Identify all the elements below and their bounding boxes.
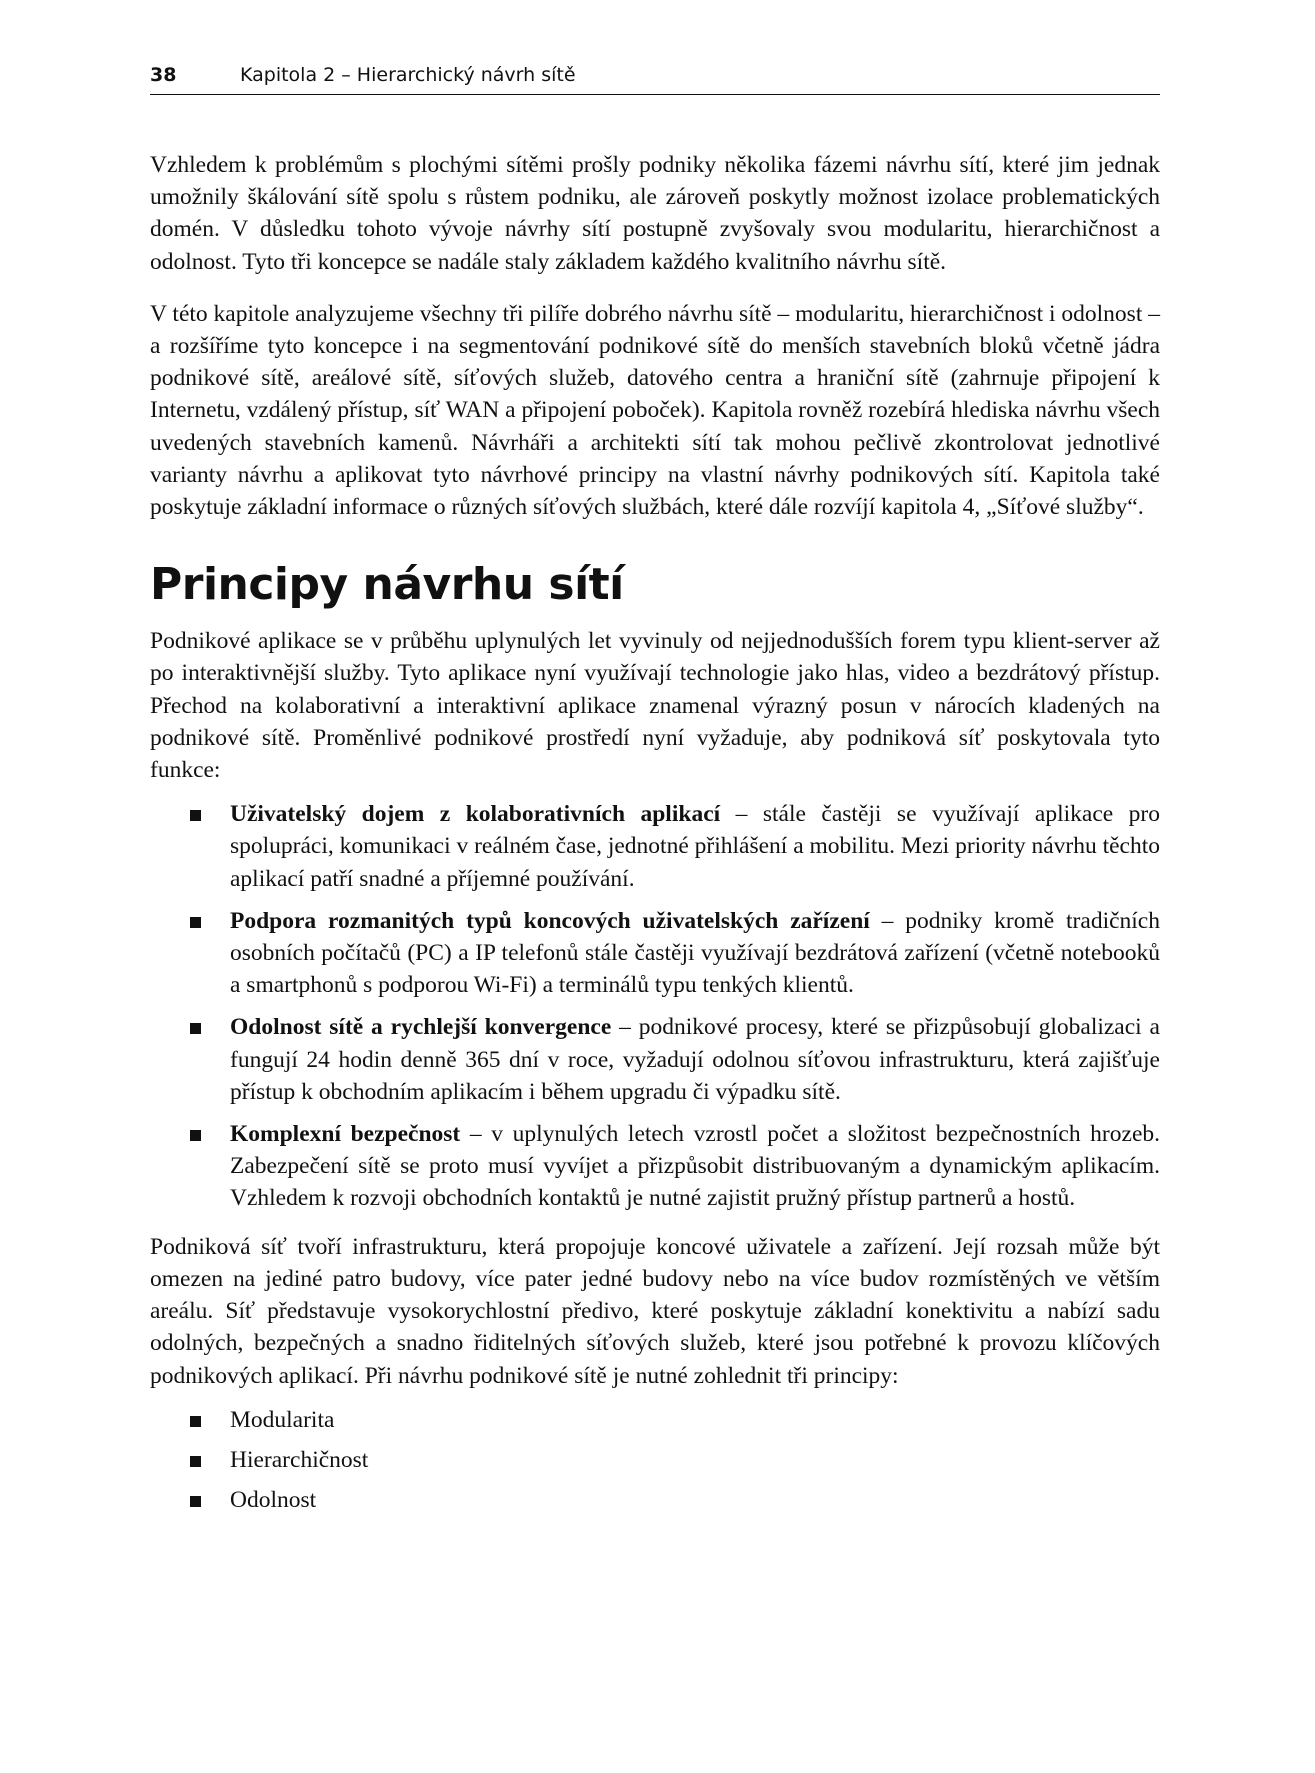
principle-label: Hierarchičnost xyxy=(230,1446,369,1473)
list-item-text: – podnikové procesy, které se přizpůsobují globalizaci a fungují 24 hodin denně 365 dní v roce, vyžadují odolnou síťovou infrastrukturu, která zajišťuje přístup k obchodním aplikacím i během upgradu či výpadku sítě. xyxy=(230,1014,1160,1105)
book-page xyxy=(150,64,1160,1524)
list-item-term: Podpora rozmanitých typů koncových uživatelských zařízení xyxy=(230,907,870,934)
square-bullet-icon xyxy=(190,917,201,928)
square-bullet-icon xyxy=(190,810,201,821)
list-item xyxy=(150,1404,1160,1444)
square-bullet-icon xyxy=(190,1496,201,1507)
list-item-text: – stále častěji se využívají aplikace pro spolupráci, komunikaci v reálném čase, jednotné přihlášení a mobilitu. Mezi priority návrhu těchto aplikací patří snadné a příjemné používání. xyxy=(230,801,1160,892)
square-bullet-icon xyxy=(190,1130,201,1141)
requirements-list xyxy=(150,798,1160,1214)
list-item-term: Odolnost sítě a rychlejší konvergence xyxy=(230,1014,612,1041)
list-item-text: – v uplynulých letech vzrostl počet a složitost bezpečnostních hrozeb. Zabezpečení sítě se proto musí vyvíjet a přizpůsobit distribuovaným a dynamickým aplikacím. Vzhledem k rozvoji obchodních kontaktů je nutné zajistit pružný přístup partnerů a hostů. xyxy=(230,1121,1160,1212)
square-bullet-icon xyxy=(190,1456,201,1467)
principles-list xyxy=(150,1404,1160,1524)
list-item-term: Uživatelský dojem z kolaborativních aplikací xyxy=(230,801,721,828)
intro-paragraph-2: V této kapitole analyzujeme všechny tři pilíře dobrého návrhu sítě – modularitu, hierarchičnost i odolnost – a rozšíříme tyto koncepce i na segmentování podnikové sítě do menších stavebních bloků včetně jádra podnikové sítě, areálové sítě, síťových služeb, datového centra a hraniční sítě (zahrnuje připojení k Internetu, vzdálený přístup, síť WAN a připojení poboček). Kapitola rovněž rozebírá hlediska návrhu všech uvedených stavebních kamenů. Návrháři a architekti sítí tak mohou pečlivě zkontrolovat jednotlivé varianty návrhu a aplikovat tyto návrhové principy na vlastní návrhy podnikových sítí. Kapitola také poskytuje základní informace o různých síťových službách, které dále rozvíjí kapitola 4, „Síťové služby“. xyxy=(150,300,1160,521)
list-item xyxy=(150,1444,1160,1484)
principle-label: Odolnost xyxy=(230,1486,317,1513)
list-item-text: – podniky kromě tradičních osobních počítačů (PC) a IP telefonů stále častěji využívají bezdrátová zařízení (včetně notebooků a smartphonů s podporou Wi-Fi) a terminálů typu tenkých klientů. xyxy=(230,907,1160,999)
section-heading: Principy návrhu sítí xyxy=(150,559,624,611)
list-item xyxy=(150,1011,1160,1108)
list-item xyxy=(150,798,1160,895)
chapter-title: Kapitola 2 – Hierarchický návrh sítě xyxy=(240,64,576,86)
list-item xyxy=(150,1484,1160,1524)
list-item xyxy=(150,905,1160,1002)
section-paragraph-1: Podnikové aplikace se v průběhu uplynulých let vyvinuly od nejjednodušších forem typu klient-server až po interaktivnější služby. Tyto aplikace nyní využívají technologie jako hlas, video a bezdrátový přístup. Přechod na kolaborativní a interaktivní aplikace znamenal výrazný posun v nárocích kladených na podnikové sítě. Proměnlivé podnikové prostředí nyní vyžaduje, aby podniková síť poskytovala tyto funkce: xyxy=(150,628,1160,784)
square-bullet-icon xyxy=(190,1416,201,1427)
page-number: 38 xyxy=(150,64,177,86)
list-item-term: Komplexní bezpečnost xyxy=(230,1121,461,1148)
square-bullet-icon xyxy=(190,1023,201,1034)
principle-label: Modularita xyxy=(230,1406,335,1433)
list-item xyxy=(150,1118,1160,1215)
intro-paragraph-1: Vzhledem k problémům s plochými sítěmi prošly podniky několika fázemi návrhu sítí, které jim jednak umožnily škálování sítě spolu s růstem podniku, ale zároveň poskytly možnost izolace problematických domén. V důsledku tohoto vývoje návrhy sítí postupně zvyšovaly svou modularitu, hierarchičnost a odolnost. Tyto tři koncepce se nadále staly základem každého kvalitního návrhu sítě. xyxy=(150,152,1160,275)
section-paragraph-2: Podniková síť tvoří infrastrukturu, která propojuje koncové uživatele a zařízení. Její rozsah může být omezen na jediné patro budovy, více pater jedné budovy nebo na více budov rozmístěných ve větším areálu. Síť představuje vysokorychlostní předivo, které poskytuje základní konektivitu a nabízí sadu odolných, bezpečných a snadno řiditelných síťových služeb, které jsou potřebné k provozu klíčových podnikových aplikací. Při návrhu podnikové sítě je nutné zohlednit tři principy: xyxy=(150,1233,1160,1389)
running-header xyxy=(150,64,1160,95)
